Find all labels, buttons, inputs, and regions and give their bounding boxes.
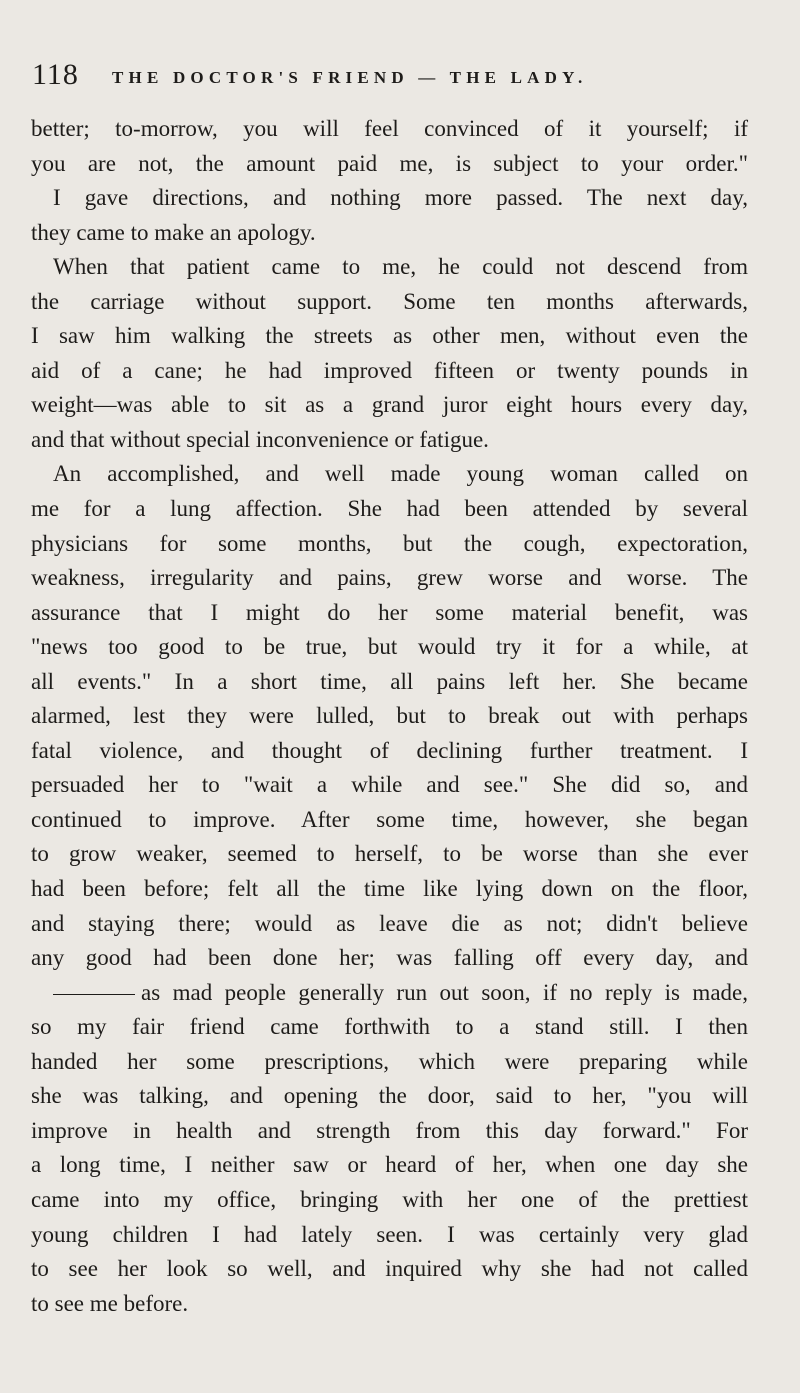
text-line: physicians for some months, but the cough, expectoration, [31, 530, 748, 556]
dash-line [31, 976, 748, 1011]
paragraph-start-line: An accomplished, and well made young woman called on [53, 461, 748, 487]
text-line: young children I had lately seen. I was certainly very glad [31, 1221, 748, 1247]
text-line: the carriage without support. Some ten months afterwards, [31, 288, 748, 314]
text-line: alarmed, lest they were lulled, but to break out with perhaps [31, 703, 748, 729]
text-line: weight—was able to sit as a grand juror eight hours every day, [31, 392, 748, 418]
text-line: continued to improve. After some time, however, she began [31, 806, 748, 832]
text-line: as mad people generally run out soon, if no reply is made, [141, 979, 748, 1005]
paragraph-end-line: to see me before. [31, 1290, 189, 1316]
text-line: to see her look so well, and inquired why she had not called [31, 1256, 748, 1282]
text-line: assurance that I might do her some material benefit, was [31, 599, 748, 625]
paragraph-end-line: they came to make an apology. [31, 219, 316, 245]
text-line: better; to-morrow, you will feel convinced of it yourself; if [31, 116, 748, 141]
text-line: had been before; felt all the time like lying down on the floor, [31, 876, 748, 902]
page-header [32, 58, 752, 98]
text-line: improve in health and strength from this day forward." For [31, 1117, 748, 1143]
paragraph-start-line: When that patient came to me, he could not descend from [53, 254, 748, 280]
text-line: me for a lung affection. She had been attended by several [31, 496, 748, 522]
text-line: a long time, I neither saw or heard of her, when one day she [31, 1152, 748, 1178]
text-line: all events." In a short time, all pains left her. She became [31, 668, 748, 694]
text-line: fatal violence, and thought of declining further treatment. I [31, 737, 748, 763]
paragraph-end-line: and that without special inconvenience or fatigue. [31, 426, 489, 452]
text-line: and staying there; would as leave die as not; didn't believe [31, 910, 748, 936]
text-line: she was talking, and opening the door, said to her, "you will [31, 1083, 748, 1109]
page-number: 118 [32, 58, 79, 91]
text-line: persuaded her to "wait a while and see." She did so, and [31, 772, 748, 798]
em-dash-rule [53, 994, 135, 995]
body-text [31, 112, 748, 1321]
text-line: weakness, irregularity and pains, grew worse and worse. The [31, 565, 748, 591]
text-line: any good had been done her; was falling off every day, and [31, 945, 748, 971]
text-line: to grow weaker, seemed to herself, to be worse than she ever [31, 841, 748, 867]
text-line: "news too good to be true, but would try it for a while, at [31, 634, 748, 660]
text-line: so my fair friend came forthwith to a stand still. I then [31, 1014, 748, 1040]
text-line: came into my office, bringing with her one of the prettiest [31, 1186, 748, 1212]
text-line: I saw him walking the streets as other men, without even the [31, 323, 748, 349]
text-line: handed her some prescriptions, which were preparing while [31, 1048, 748, 1074]
paragraph-start-line: I gave directions, and nothing more passed. The next day, [53, 185, 748, 211]
text-line: aid of a cane; he had improved fifteen or twenty pounds in [31, 357, 748, 383]
running-head: THE DOCTOR'S FRIEND — THE LADY. [112, 68, 588, 87]
text-line: you are not, the amount paid me, is subject to your order." [31, 150, 748, 176]
